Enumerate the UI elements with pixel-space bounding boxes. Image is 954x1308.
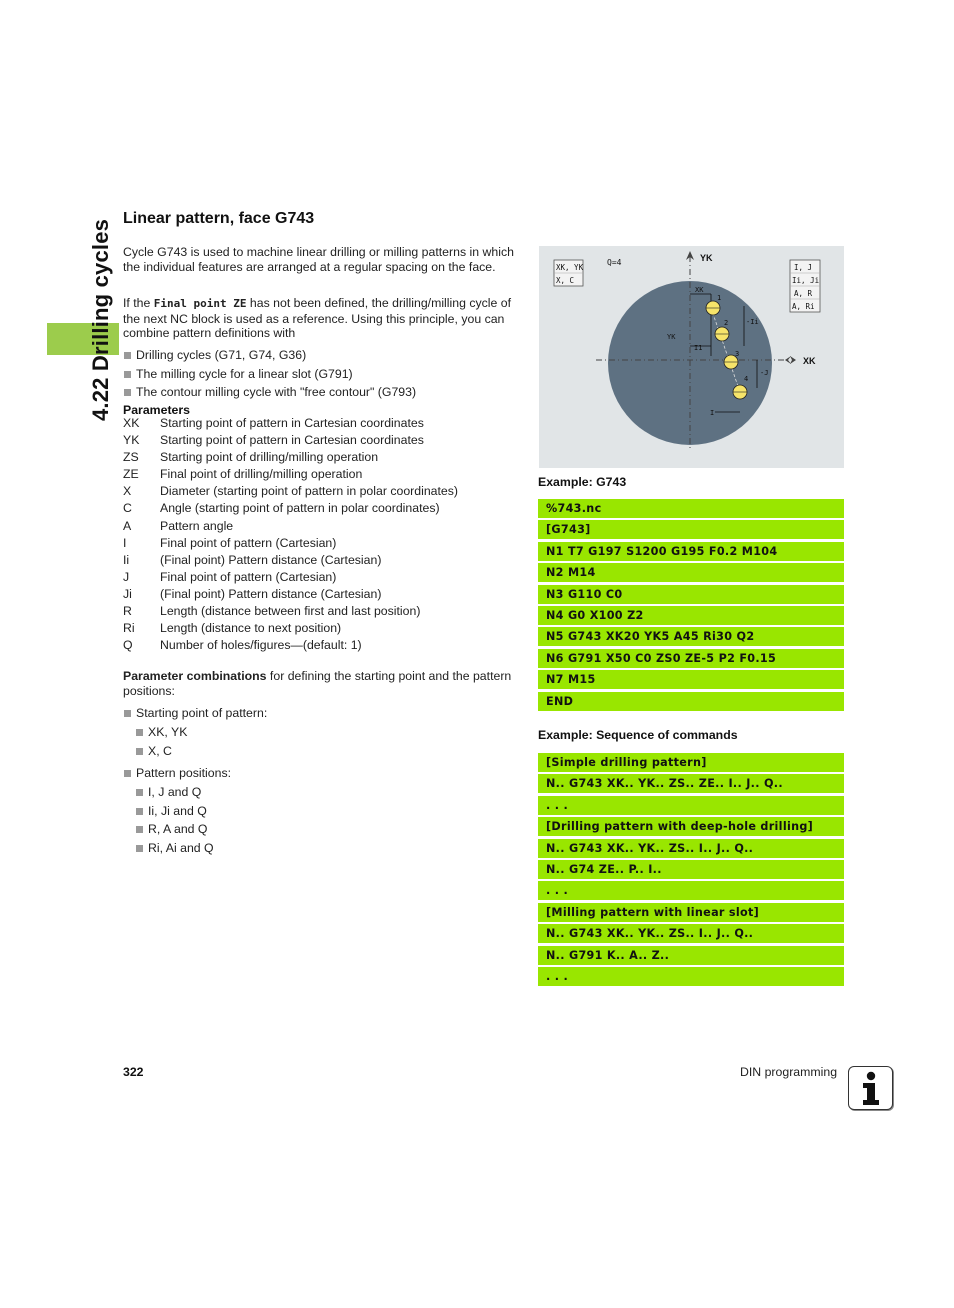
code-line: [Milling pattern with linear slot]	[538, 903, 844, 922]
code-line: N6 G791 X50 C0 ZS0 ZE-5 P2 F0.15	[538, 649, 844, 668]
parameter-code: I	[123, 535, 127, 550]
code-line: N5 G743 XK20 YK5 A45 Ri30 Q2	[538, 627, 844, 646]
example-code-listing	[538, 499, 844, 713]
dim-i-label: I	[710, 409, 715, 417]
start-param-label: XK, YK	[556, 263, 584, 272]
parameter-desc: Starting point of drilling/milling operation	[160, 450, 379, 465]
hole-number: 4	[744, 375, 749, 383]
final-point-code: Final point ZE	[153, 297, 247, 310]
page-number: 322	[123, 1065, 144, 1079]
parameter-desc: Final point of drilling/milling operation	[160, 467, 363, 482]
starting-point-list	[123, 706, 523, 725]
axis-x-label: XK	[803, 356, 816, 366]
parameter-desc: Number of holes/figures—(default: 1)	[160, 638, 362, 653]
code-line: [G743]	[538, 520, 844, 539]
combinations-lead: Parameter combinations	[123, 669, 267, 683]
parameter-desc: Diameter (starting point of pattern in polar coordinates)	[160, 484, 459, 499]
list-item: Ii, Ji and Q	[123, 804, 523, 823]
reference-paragraph	[123, 296, 519, 341]
chapter-side-title: 4.22 Drilling cycles	[88, 218, 113, 421]
linear-pattern-figure	[539, 246, 844, 468]
list-item: I, J and Q	[123, 785, 523, 804]
parameter-desc: Length (distance to next position)	[160, 621, 342, 636]
parameter-desc: Final point of pattern (Cartesian)	[160, 535, 337, 550]
code-line: N3 G110 C0	[538, 585, 844, 604]
intro-paragraph: Cycle G743 is used to machine linear drilling or milling patterns in which the individual features are arranged at a regular spacing on the face.	[123, 245, 514, 274]
pattern-positions-list	[123, 766, 523, 785]
footer-chapter: DIN programming	[740, 1065, 838, 1079]
dim-i1-label: I1	[694, 344, 703, 352]
parameter-code: ZS	[123, 450, 139, 465]
code-line: N.. G791 K.. A.. Z..	[538, 946, 844, 965]
parameter-code: J	[123, 569, 130, 584]
sequence-code-listing	[538, 753, 844, 988]
dim-yk-label: YK	[667, 333, 676, 341]
parameter-code: Ji	[123, 586, 132, 601]
pattern-positions-sublist	[123, 785, 523, 859]
code-line: N7 M15	[538, 670, 844, 689]
hole-number: 1	[717, 294, 722, 302]
parameters-title: Parameters	[123, 403, 190, 417]
parameter-code: ZE	[123, 467, 139, 482]
code-line: N.. G743 XK.. YK.. ZS.. I.. J.. Q..	[538, 924, 844, 943]
parameter-code: R	[123, 604, 132, 619]
hole-number: 2	[724, 319, 729, 327]
parameter-code: Q	[123, 638, 133, 653]
info-glyph-icon	[849, 1067, 892, 1109]
list-item: Pattern positions:	[123, 766, 523, 785]
end-param-label: A, Ri	[792, 302, 815, 311]
parameter-code: Ri	[123, 621, 135, 636]
code-line: N1 T7 G197 S1200 G195 F0.2 M104	[538, 542, 844, 561]
code-line: N4 G0 X100 Z2	[538, 606, 844, 625]
parameter-desc: Starting point of pattern in Cartesian coordinates	[160, 416, 424, 430]
combinations-paragraph	[123, 669, 519, 698]
parameter-code: C	[123, 501, 132, 516]
code-line: N.. G74 ZE.. P.. I..	[538, 860, 844, 879]
dim-ii-label: -Ii	[746, 318, 759, 326]
code-line: [Drilling pattern with deep-hole drilling]	[538, 817, 844, 836]
list-item: R, A and Q	[123, 822, 523, 841]
end-param-label: I, J	[794, 263, 813, 272]
start-param-label: X, C	[556, 276, 575, 285]
code-line: N2 M14	[538, 563, 844, 582]
combinations-rest: for defining the starting point and the pattern positions:	[123, 669, 512, 698]
parameter-desc: (Final point) Pattern distance (Cartesian)	[160, 586, 382, 601]
code-line: [Simple drilling pattern]	[538, 753, 844, 772]
dim-xk-label: XK	[695, 286, 704, 294]
parameter-code: Ii	[123, 552, 130, 567]
parameter-code: X	[123, 484, 132, 499]
list-item: Starting point of pattern:	[123, 706, 523, 725]
info-icon[interactable]	[848, 1066, 893, 1110]
code-line: . . .	[538, 796, 844, 815]
parameter-desc: Pattern angle	[160, 518, 234, 533]
combine-list	[123, 348, 523, 404]
list-item: X, C	[123, 744, 523, 763]
parameter-code: A	[123, 518, 132, 533]
dim-j-label: -J	[760, 369, 769, 377]
parameter-desc: Length (distance between first and last position)	[160, 604, 421, 619]
starting-point-sublist	[123, 725, 523, 762]
end-param-label: Ii, Ji	[792, 276, 820, 285]
list-item: Ri, Ai and Q	[123, 841, 523, 860]
x-axis-arrowhead-icon	[790, 356, 796, 364]
parameter-desc: Angle (starting point of pattern in polar coordinates)	[160, 501, 440, 516]
end-param-label: A, R	[794, 289, 813, 298]
list-item: The contour milling cycle with "free contour" (G793)	[123, 385, 523, 404]
q-label: Q=4	[607, 258, 622, 267]
code-line: . . .	[538, 967, 844, 986]
parameter-code: XK	[123, 416, 140, 430]
axis-y-label: YK	[700, 253, 713, 263]
x-axis-arrow-icon	[785, 356, 791, 364]
reference-paragraph-prefix: If the	[123, 296, 154, 310]
sequence-caption: Example: Sequence of commands	[538, 728, 738, 742]
reference-paragraph-suffix: has not been defined, the drilling/milling cycle of the next NC block is used as a reference. Using this principle, you can combine pattern definitions with	[123, 296, 512, 341]
code-line: N.. G743 XK.. YK.. ZS.. ZE.. I.. J.. Q..	[538, 774, 844, 793]
code-line: N.. G743 XK.. YK.. ZS.. I.. J.. Q..	[538, 839, 844, 858]
list-item: The milling cycle for a linear slot (G791)	[123, 367, 523, 386]
list-item: XK, YK	[123, 725, 523, 744]
section-title: Linear pattern, face G743	[123, 210, 315, 227]
code-line: END	[538, 692, 844, 711]
code-line: %743.nc	[538, 499, 844, 518]
parameter-desc: (Final point) Pattern distance (Cartesian)	[160, 552, 382, 567]
parameter-desc: Starting point of pattern in Cartesian coordinates	[160, 433, 424, 448]
parameter-desc: Final point of pattern (Cartesian)	[160, 569, 337, 584]
pattern-diagram	[539, 246, 844, 468]
example-caption: Example: G743	[538, 475, 627, 489]
parameter-code: YK	[123, 433, 140, 448]
hole-number: 3	[735, 350, 740, 358]
list-item: Drilling cycles (G71, G74, G36)	[123, 348, 523, 367]
code-line: . . .	[538, 881, 844, 900]
